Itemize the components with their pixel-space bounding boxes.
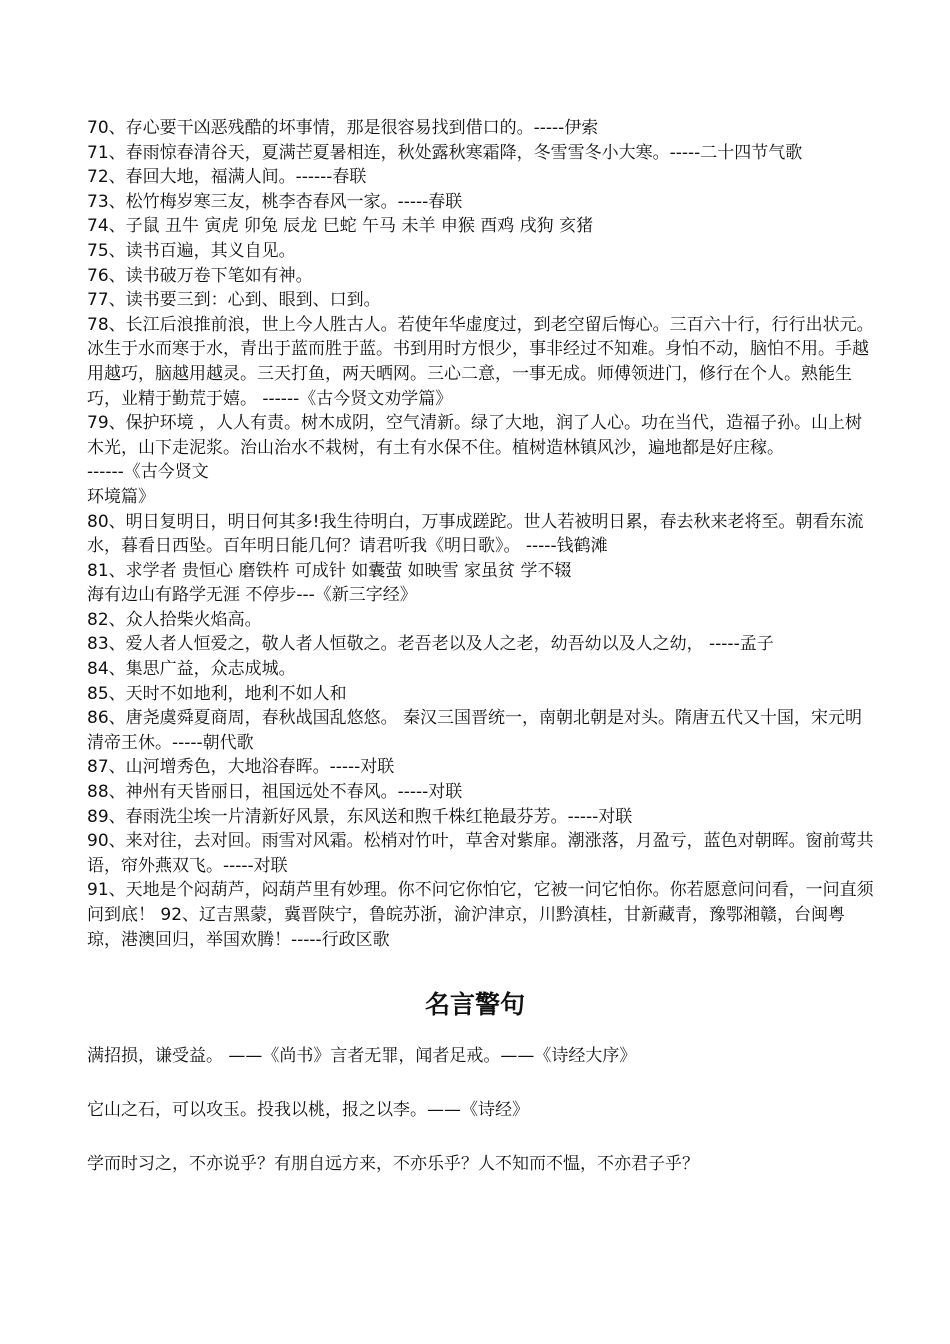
list-item: 83、爱人者人恒爱之，敬人者人恒敬之。老吾老以及人之老，幼吾幼以及人之幼， -----孟子 — [87, 634, 774, 655]
list-item: 环境篇》 — [87, 486, 155, 507]
section-title: 名言警句 — [424, 990, 525, 1020]
numbered-list — [87, 116, 877, 952]
list-item: 85、天时不如地利，地利不如人和 — [87, 683, 347, 704]
list-item: 79、保护环境 ，人人有责。树木成阴，空气清新。绿了大地，润了人心。功在当代，造福子孙。山上树木光，山下走泥浆。治山治水不栽树，有土有水保不住。植树造林镇风沙，遍地都是好庄稼。 — [87, 413, 863, 458]
list-item: 77、读书要三到：心到、眼到、口到。 — [87, 290, 381, 311]
list-item: 86、唐尧虞舜夏商周，春秋战国乱悠悠。 秦汉三国晋统一，南朝北朝是对头。隋唐五代又十国，宋元明清帝王休。-----朝代歌 — [87, 708, 863, 753]
list-item: 90、来对往，去对回。雨雪对风霜。松梢对竹叶，草舍对紫扉。潮涨落，月盈亏，蓝色对朝晖。窗前莺共语，帘外燕双飞。-----对联 — [87, 831, 874, 876]
document-page — [87, 116, 877, 1206]
quote-list — [87, 1044, 877, 1176]
list-item: 76、读书破万卷下笔如有神。 — [87, 265, 313, 286]
list-item: 74、子鼠 丑牛 寅虎 卯兔 辰龙 巳蛇 午马 未羊 申猴 酉鸡 戌狗 亥猪 — [87, 216, 594, 237]
list-item: 72、春回大地，福满人间。------春联 — [87, 167, 367, 188]
quote-line: 它山之石，可以攻玉。投我以桃，报之以李。——《诗经》 — [87, 1100, 529, 1121]
list-item: 海有边山有路学无涯 不停步---《新三字经》 — [87, 585, 417, 606]
list-item: 73、松竹梅岁寒三友，桃李杏春风一家。-----春联 — [87, 191, 463, 212]
list-item: 89、春雨洗尘埃一片清新好风景，东风送和煦千株红艳最芬芳。-----对联 — [87, 806, 633, 827]
list-item: 82、众人拾柴火焰高。 — [87, 609, 262, 630]
quote-line: 满招损，谦受益。 ——《尚书》言者无罪，闻者足戒。——《诗经大序》 — [87, 1046, 637, 1067]
list-item: 87、山河增秀色，大地浴春晖。-----对联 — [87, 757, 395, 778]
list-item: 88、神州有天皆丽日，祖国远处不春风。-----对联 — [87, 782, 463, 803]
quote-line: 学而时习之，不亦说乎？有朋自远方来，不亦乐乎？人不知而不愠，不亦君子乎？ — [87, 1154, 699, 1175]
list-item: 70、存心要干凶恶残酷的坏事情，那是很容易找到借口的。-----伊索 — [87, 118, 599, 138]
list-item: 71、春雨惊春清谷天，夏满芒夏暑相连，秋处露秋寒霜降，冬雪雪冬小大寒。-----二十四节气歌 — [87, 142, 803, 163]
list-item: 75、读书百遍，其义自见。 — [87, 240, 296, 261]
list-item: 78、长江后浪推前浪，世上今人胜古人。若使年华虚度过，到老空留后悔心。三百六十行，行行出状元。冰生于水而寒于水，青出于蓝而胜于蓝。书到用时方恨少，事非经过不知难。身怕不动，脑怕不用。手越用越巧，脑越用越灵。三天打鱼，两天晒网。三心二意，一事无成。师傅领进门，修行在个人。熟能生巧，业精于勤荒于嬉。 ------《古今贤文劝学篇》 — [87, 314, 874, 409]
list-item: 80、明日复明日，明日何其多!我生待明白，万事成蹉跎。世人若被明日累，春去秋来老将至。朝看东流水，暮看日西坠。百年明日能几何？请君听我《明日歌》。 -----钱鹤滩 — [87, 511, 864, 557]
list-item: 91、天地是个闷葫芦，闷葫芦里有妙理。你不问它你怕它，它被一问它怕你。你若愿意问问看，一问直须问到底！ 92、辽吉黑蒙，冀晋陕宁，鲁皖苏浙，渝沪津京，川黔滇桂，甘新藏青，豫鄂湘赣，台闽粤琼，港澳回归，举国欢腾！-----行政区歌 — [87, 880, 874, 950]
list-item: 81、求学者 贵恒心 磨铁杵 可成针 如囊萤 如映雪 家虽贫 学不辍 — [87, 560, 572, 581]
list-item: 84、集思广益，众志成城。 — [87, 659, 296, 680]
list-item: ------《古今贤文 — [87, 462, 209, 483]
